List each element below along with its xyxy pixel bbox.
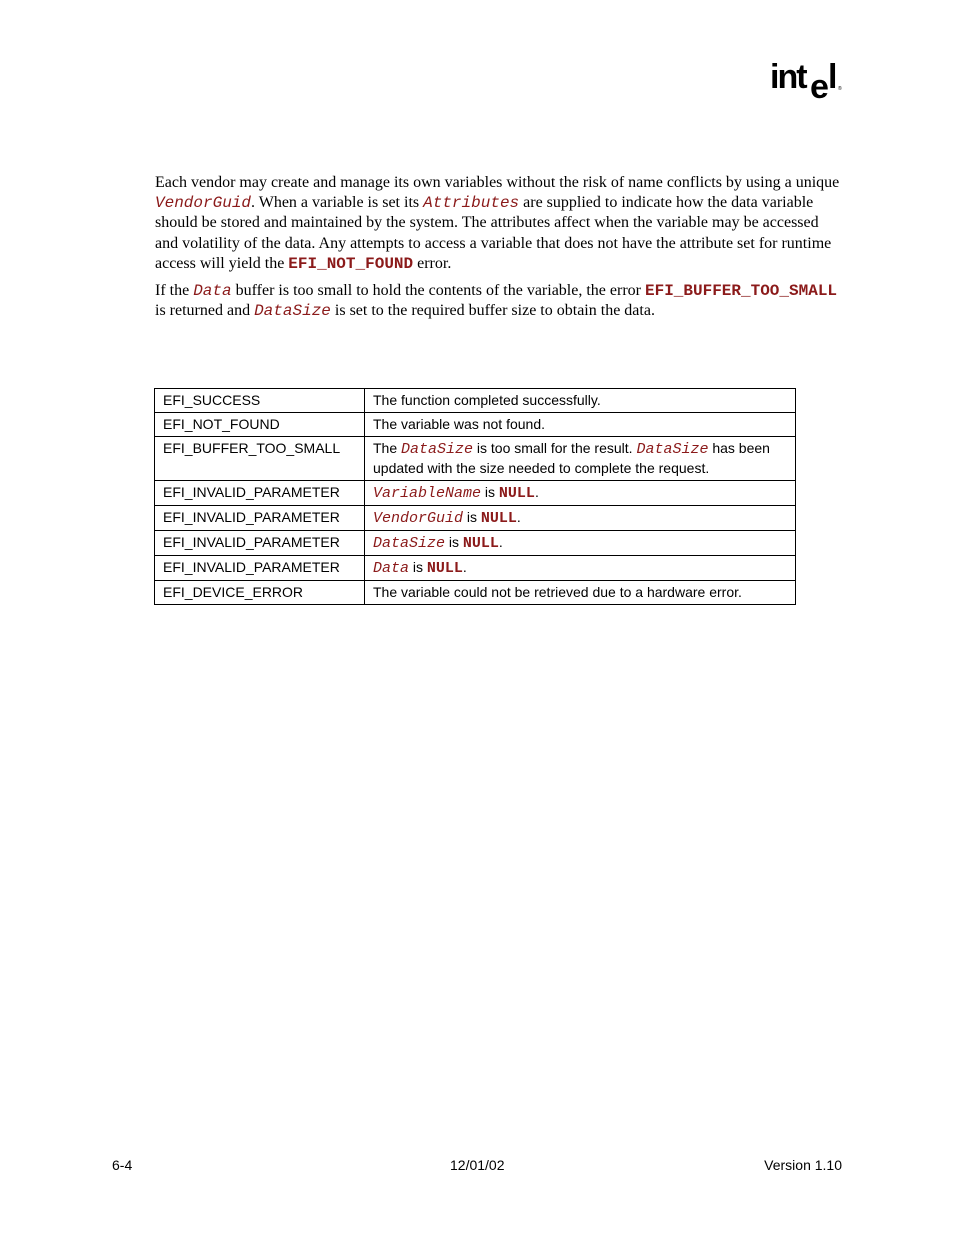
buffer-size-paragraph (155, 281, 845, 321)
code-null: NULL (498, 485, 535, 502)
status-code-cell: EFI_INVALID_PARAMETER (155, 531, 365, 556)
code-variablename: VariableName (373, 485, 482, 502)
text-segment: has been updated with the size needed to complete the request. (373, 440, 770, 476)
code-data: Data (373, 560, 410, 577)
text-segment: . (534, 484, 539, 500)
status-desc-cell: The variable was not found. (365, 413, 796, 437)
table-row (155, 531, 796, 556)
code-null: NULL (426, 560, 463, 577)
text-segment: is (409, 559, 427, 575)
table-row (155, 437, 796, 481)
vendor-variables-paragraph (155, 173, 845, 274)
table-row (155, 389, 796, 413)
text-segment: If the (155, 282, 194, 299)
code-null: NULL (480, 510, 517, 527)
text-segment: . When a variable is set its (251, 194, 424, 212)
text-segment: . (516, 509, 521, 525)
text-segment: is set to the required buffer size to obtain the data. (330, 302, 655, 320)
status-code-cell: EFI_INVALID_PARAMETER (155, 481, 365, 506)
text-segment: error. (413, 254, 452, 272)
code-attributes: Attributes (423, 194, 520, 213)
code-vendorguid: VendorGuid (373, 510, 464, 527)
code-null: NULL (462, 535, 499, 552)
text-segment: is (481, 484, 499, 500)
code-efi-buffer-too-small: EFI_BUFFER_TOO_SMALL (644, 282, 838, 300)
status-desc-cell (365, 437, 796, 481)
status-code-cell: EFI_NOT_FOUND (155, 413, 365, 437)
status-code-cell: EFI_SUCCESS (155, 389, 365, 413)
status-desc-cell: The function completed successfully. (365, 389, 796, 413)
status-desc-cell (365, 506, 796, 531)
svg-text:l: l (828, 58, 838, 96)
intel-logo (770, 58, 844, 106)
status-desc-cell (365, 531, 796, 556)
table-row (155, 506, 796, 531)
code-datasize: DataSize (636, 441, 709, 458)
text-segment: is returned and (155, 302, 255, 320)
text-segment: is (463, 509, 481, 525)
text-segment: buffer is too small to hold the contents of the variable, the error (231, 282, 645, 299)
code-vendorguid: VendorGuid (155, 194, 252, 213)
svg-text:e: e (810, 68, 829, 106)
status-code-cell: EFI_DEVICE_ERROR (155, 581, 365, 605)
text-segment: is (445, 534, 463, 550)
text-segment: . (498, 534, 503, 550)
code-data: Data (193, 282, 232, 300)
table-row (155, 413, 796, 437)
text-segment: The (373, 440, 402, 456)
footer-version: Version 1.10 (764, 1157, 842, 1173)
status-desc-cell (365, 481, 796, 506)
code-datasize: DataSize (401, 441, 474, 458)
status-code-cell: EFI_INVALID_PARAMETER (155, 506, 365, 531)
table-row (155, 556, 796, 581)
status-codes-table (154, 388, 796, 605)
text-segment: is too small for the result. (473, 440, 637, 456)
status-desc-cell (365, 556, 796, 581)
status-code-cell: EFI_INVALID_PARAMETER (155, 556, 365, 581)
code-datasize: DataSize (373, 535, 446, 552)
footer-date: 12/01/02 (450, 1157, 505, 1173)
table-row (155, 581, 796, 605)
svg-text:int: int (770, 58, 806, 96)
text-segment: are supplied to indicate how the data variable should be stored and maintained by the system. The attributes affect when the variable may be accessed and volatility of the data. Any attempts to access a variable that does not have the attribute set for runtime access will yield the (155, 194, 832, 272)
table-row (155, 481, 796, 506)
svg-text:®: ® (838, 86, 842, 92)
text-segment: . (462, 559, 467, 575)
code-datasize: DataSize (254, 302, 331, 321)
status-code-cell: EFI_BUFFER_TOO_SMALL (155, 437, 365, 481)
code-efi-not-found: EFI_NOT_FOUND (288, 254, 414, 273)
text-segment: Each vendor may create and manage its own variables without the risk of name conflicts by using a unique (155, 174, 840, 191)
page-number: 6-4 (112, 1157, 133, 1173)
status-desc-cell: The variable could not be retrieved due to a hardware error. (365, 581, 796, 605)
